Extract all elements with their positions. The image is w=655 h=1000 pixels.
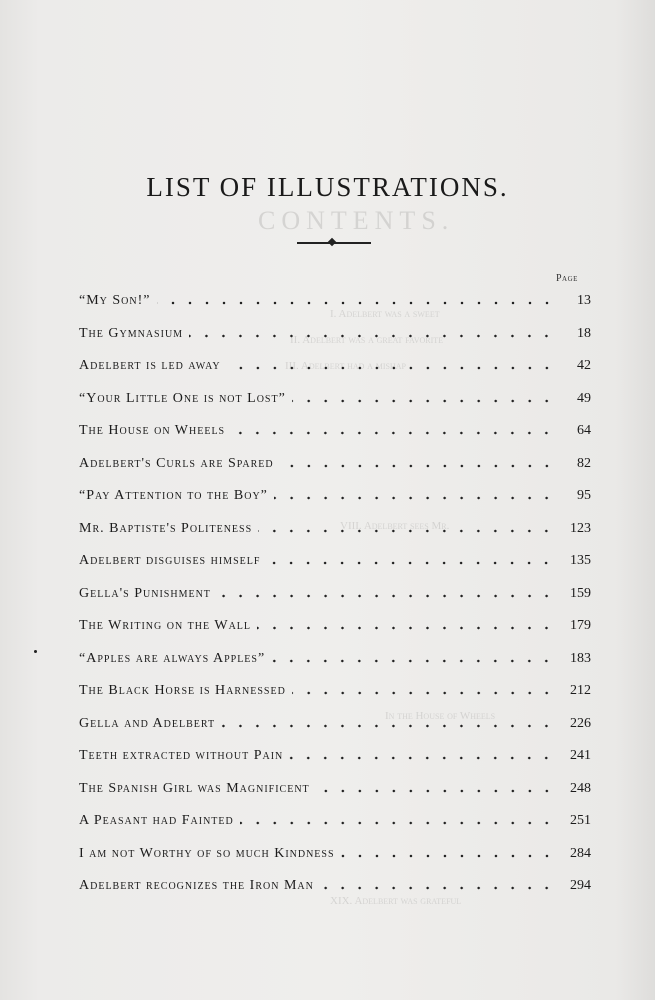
list-item	[79, 675, 591, 708]
page-number: 123	[570, 520, 591, 536]
illustration-title: “Pay Attention to the Boy”	[79, 488, 268, 504]
illustration-title: I am not Worthy of so much Kindness	[79, 845, 335, 861]
illustration-title: The Gymnasium	[79, 325, 184, 341]
title-ornament-rule	[297, 239, 371, 247]
list-item	[79, 383, 591, 416]
page-number: 212	[570, 683, 591, 699]
dot-leader	[341, 849, 555, 863]
list-item	[79, 838, 591, 871]
show-through-heading: CONTENTS.	[258, 206, 455, 235]
illustration-title: The Black Horse is Harnessed	[79, 683, 286, 699]
page-number: 251	[570, 813, 591, 829]
page-number: 95	[577, 488, 591, 504]
dot-leader	[257, 621, 555, 635]
dot-leader	[280, 459, 555, 473]
illustration-title: Adelbert is led away	[79, 358, 221, 374]
page-number: 294	[570, 878, 591, 894]
dot-leader	[258, 524, 555, 538]
list-item	[79, 545, 591, 578]
illustration-title: Adelbert disguises himself	[79, 553, 261, 569]
page-number: 18	[577, 325, 591, 341]
page-number: 49	[577, 390, 591, 406]
list-item	[79, 708, 591, 741]
dot-leader	[274, 491, 555, 505]
dot-leader	[217, 589, 555, 603]
page-number: 82	[577, 455, 591, 471]
list-item	[79, 448, 591, 481]
page-number: 183	[570, 650, 591, 666]
illustration-title: The Writing on the Wall	[79, 618, 252, 634]
dot-leader	[292, 394, 555, 408]
list-item	[79, 643, 591, 676]
dot-leader	[271, 654, 555, 668]
list-item	[79, 480, 591, 513]
list-item	[79, 350, 591, 383]
dot-leader	[240, 816, 555, 830]
illustration-title: Adelbert's Curls are Spared	[79, 455, 274, 471]
illustration-title: Gella's Punishment	[79, 585, 211, 601]
list-item	[79, 773, 591, 806]
page-number: 226	[570, 715, 591, 731]
page-number: 42	[577, 358, 591, 374]
page-number: 284	[570, 845, 591, 861]
list-item	[79, 578, 591, 611]
page-number: 179	[570, 618, 591, 634]
dot-leader	[289, 751, 555, 765]
dot-leader	[189, 329, 555, 343]
dot-leader	[157, 296, 556, 310]
page-number: 13	[577, 293, 591, 309]
ink-speck	[34, 650, 37, 653]
illustration-title: Gella and Adelbert	[79, 715, 216, 731]
show-through-text: I. Adelbert was a sweet	[330, 308, 440, 320]
dot-leader	[292, 686, 555, 700]
illustration-title: A Peasant had Fainted	[79, 813, 234, 829]
page-number: 159	[570, 585, 591, 601]
dot-leader	[221, 719, 555, 733]
list-item	[79, 415, 591, 448]
list-item	[79, 870, 591, 903]
list-item	[79, 513, 591, 546]
list-item	[79, 805, 591, 838]
page-number: 248	[570, 780, 591, 796]
list-item	[79, 318, 591, 351]
page-number: 135	[570, 553, 591, 569]
illustration-title: Adelbert recognizes the Iron Man	[79, 878, 314, 894]
illustration-title: Mr. Baptiste's Politeness	[79, 520, 253, 536]
page-column-label: Page	[556, 273, 578, 284]
list-item	[79, 610, 591, 643]
illustration-title: “Apples are always Apples”	[79, 650, 266, 666]
illustration-title: The House on Wheels	[79, 423, 226, 439]
illustration-title: Teeth extracted without Pain	[79, 748, 284, 764]
list-item	[79, 740, 591, 773]
illustration-title: “Your Little One is not Lost”	[79, 390, 286, 406]
page-number: 64	[577, 423, 591, 439]
dot-leader	[320, 881, 555, 895]
show-through-text: In the House of Wheels	[385, 710, 496, 722]
dot-leader	[227, 361, 555, 375]
dot-leader	[231, 426, 555, 440]
diamond-ornament-icon	[328, 238, 336, 246]
dot-leader	[266, 556, 555, 570]
page-number: 241	[570, 748, 591, 764]
show-through-text: XIX. Adelbert was grateful	[330, 895, 462, 907]
illustration-title: “My Son!”	[79, 293, 151, 309]
illustrations-list	[79, 285, 591, 903]
list-item	[79, 285, 591, 318]
dot-leader	[316, 784, 555, 798]
illustration-title: The Spanish Girl was Magnificent	[79, 780, 310, 796]
page-title: LIST OF ILLUSTRATIONS.	[146, 172, 509, 202]
